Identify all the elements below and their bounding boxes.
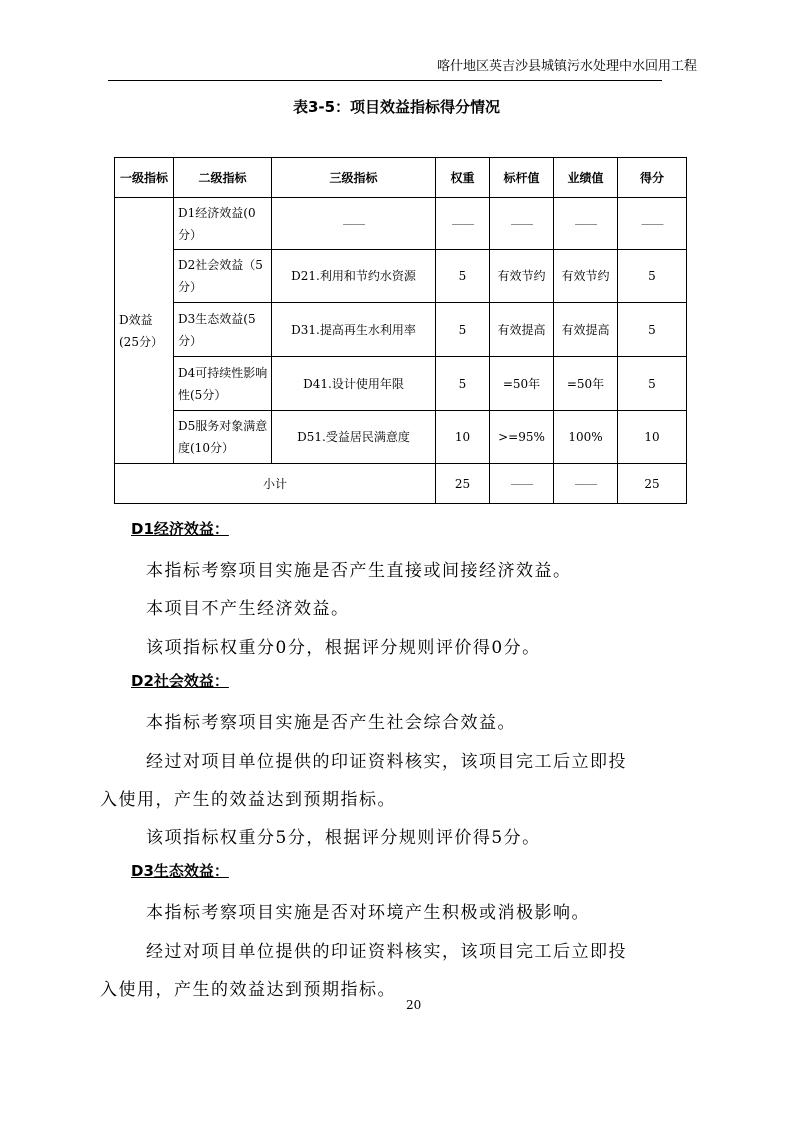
weight-cell: 5 [436,357,490,411]
paragraph-line: 该项指标权重分0分，根据评分规则评价得0分。 [146,638,541,658]
subtotal-benchmark: —— [490,464,554,504]
table-row [115,303,687,357]
section-heading-d3: D3生态效益： [131,862,229,880]
score-cell: —— [618,198,687,250]
benchmark-cell: >=95% [490,411,554,464]
actual-cell: —— [554,198,618,250]
benchmark-cell: =50年 [490,357,554,411]
level2-cell: D5服务对象满意度(10分） [174,411,272,464]
level2-cell: D4可持续性影响性(5分） [174,357,272,411]
level3-cell: D41.设计使用年限 [272,357,436,411]
paragraph-line: 经过对项目单位提供的印证资料核实，该项目完工后立即投 [146,752,627,772]
benchmark-cell: 有效提高 [490,303,554,357]
level2-cell: D1经济效益(0分） [174,198,272,250]
actual-cell: =50年 [554,357,618,411]
subtotal-row [115,464,687,504]
section-heading-d1: D1经济效益： [131,520,229,538]
column-header: 得分 [618,158,687,198]
actual-cell: 有效节约 [554,250,618,303]
benchmark-cell: 有效节约 [490,250,554,303]
subtotal-label: 小计 [115,464,436,504]
column-header: 业绩值 [554,158,618,198]
weight-cell: 5 [436,303,490,357]
level2-cell: D3生态效益(5分） [174,303,272,357]
table-row [115,250,687,303]
paragraph-line: 入使用，产生的效益达到预期指标。 [100,980,396,1000]
paragraph-line: 本指标考察项目实施是否产生直接或间接经济效益。 [146,561,572,581]
level3-cell: D31.提高再生水利用率 [272,303,436,357]
subtotal-weight: 25 [436,464,490,504]
benchmark-cell: —— [490,198,554,250]
page-number: 20 [406,998,422,1012]
subtotal-actual: —— [554,464,618,504]
level3-cell: D21.利用和节约水资源 [272,250,436,303]
level2-cell: D2社会效益（5分） [174,250,272,303]
score-cell: 5 [618,357,687,411]
column-header: 三级指标 [272,158,436,198]
column-header: 二级指标 [174,158,272,198]
weight-cell: 10 [436,411,490,464]
running-header: 喀什地区英吉沙县城镇污水处理中水回用工程 [436,59,697,74]
weight-cell: 5 [436,250,490,303]
level3-cell: —— [272,198,436,250]
paragraph-line: 本指标考察项目实施是否对环境产生积极或消极影响。 [146,903,590,923]
table-row [115,198,687,250]
column-header: 权重 [436,158,490,198]
column-header: 标杆值 [490,158,554,198]
level1-cell: D效益(25分） [115,198,174,464]
benefit-score-table [114,157,687,504]
subtotal-score: 25 [618,464,687,504]
paragraph-line: 经过对项目单位提供的印证资料核实，该项目完工后立即投 [146,942,627,962]
actual-cell: 100% [554,411,618,464]
level3-cell: D51.受益居民满意度 [272,411,436,464]
paragraph-line: 入使用，产生的效益达到预期指标。 [100,790,396,810]
score-cell: 10 [618,411,687,464]
table-row [115,411,687,464]
paragraph-line: 本指标考察项目实施是否产生社会综合效益。 [146,713,516,733]
table-row [115,357,687,411]
table-title: 表3-5：项目效益指标得分情况 [292,98,501,116]
section-heading-d2: D2社会效益： [131,672,229,690]
paragraph-line: 本项目不产生经济效益。 [146,599,350,619]
paragraph-line: 该项指标权重分5分，根据评分规则评价得5分。 [146,828,541,848]
weight-cell: —— [436,198,490,250]
table-header-row [115,158,687,198]
score-cell: 5 [618,303,687,357]
column-header: 一级指标 [115,158,174,198]
header-rule [108,80,662,81]
score-cell: 5 [618,250,687,303]
actual-cell: 有效提高 [554,303,618,357]
